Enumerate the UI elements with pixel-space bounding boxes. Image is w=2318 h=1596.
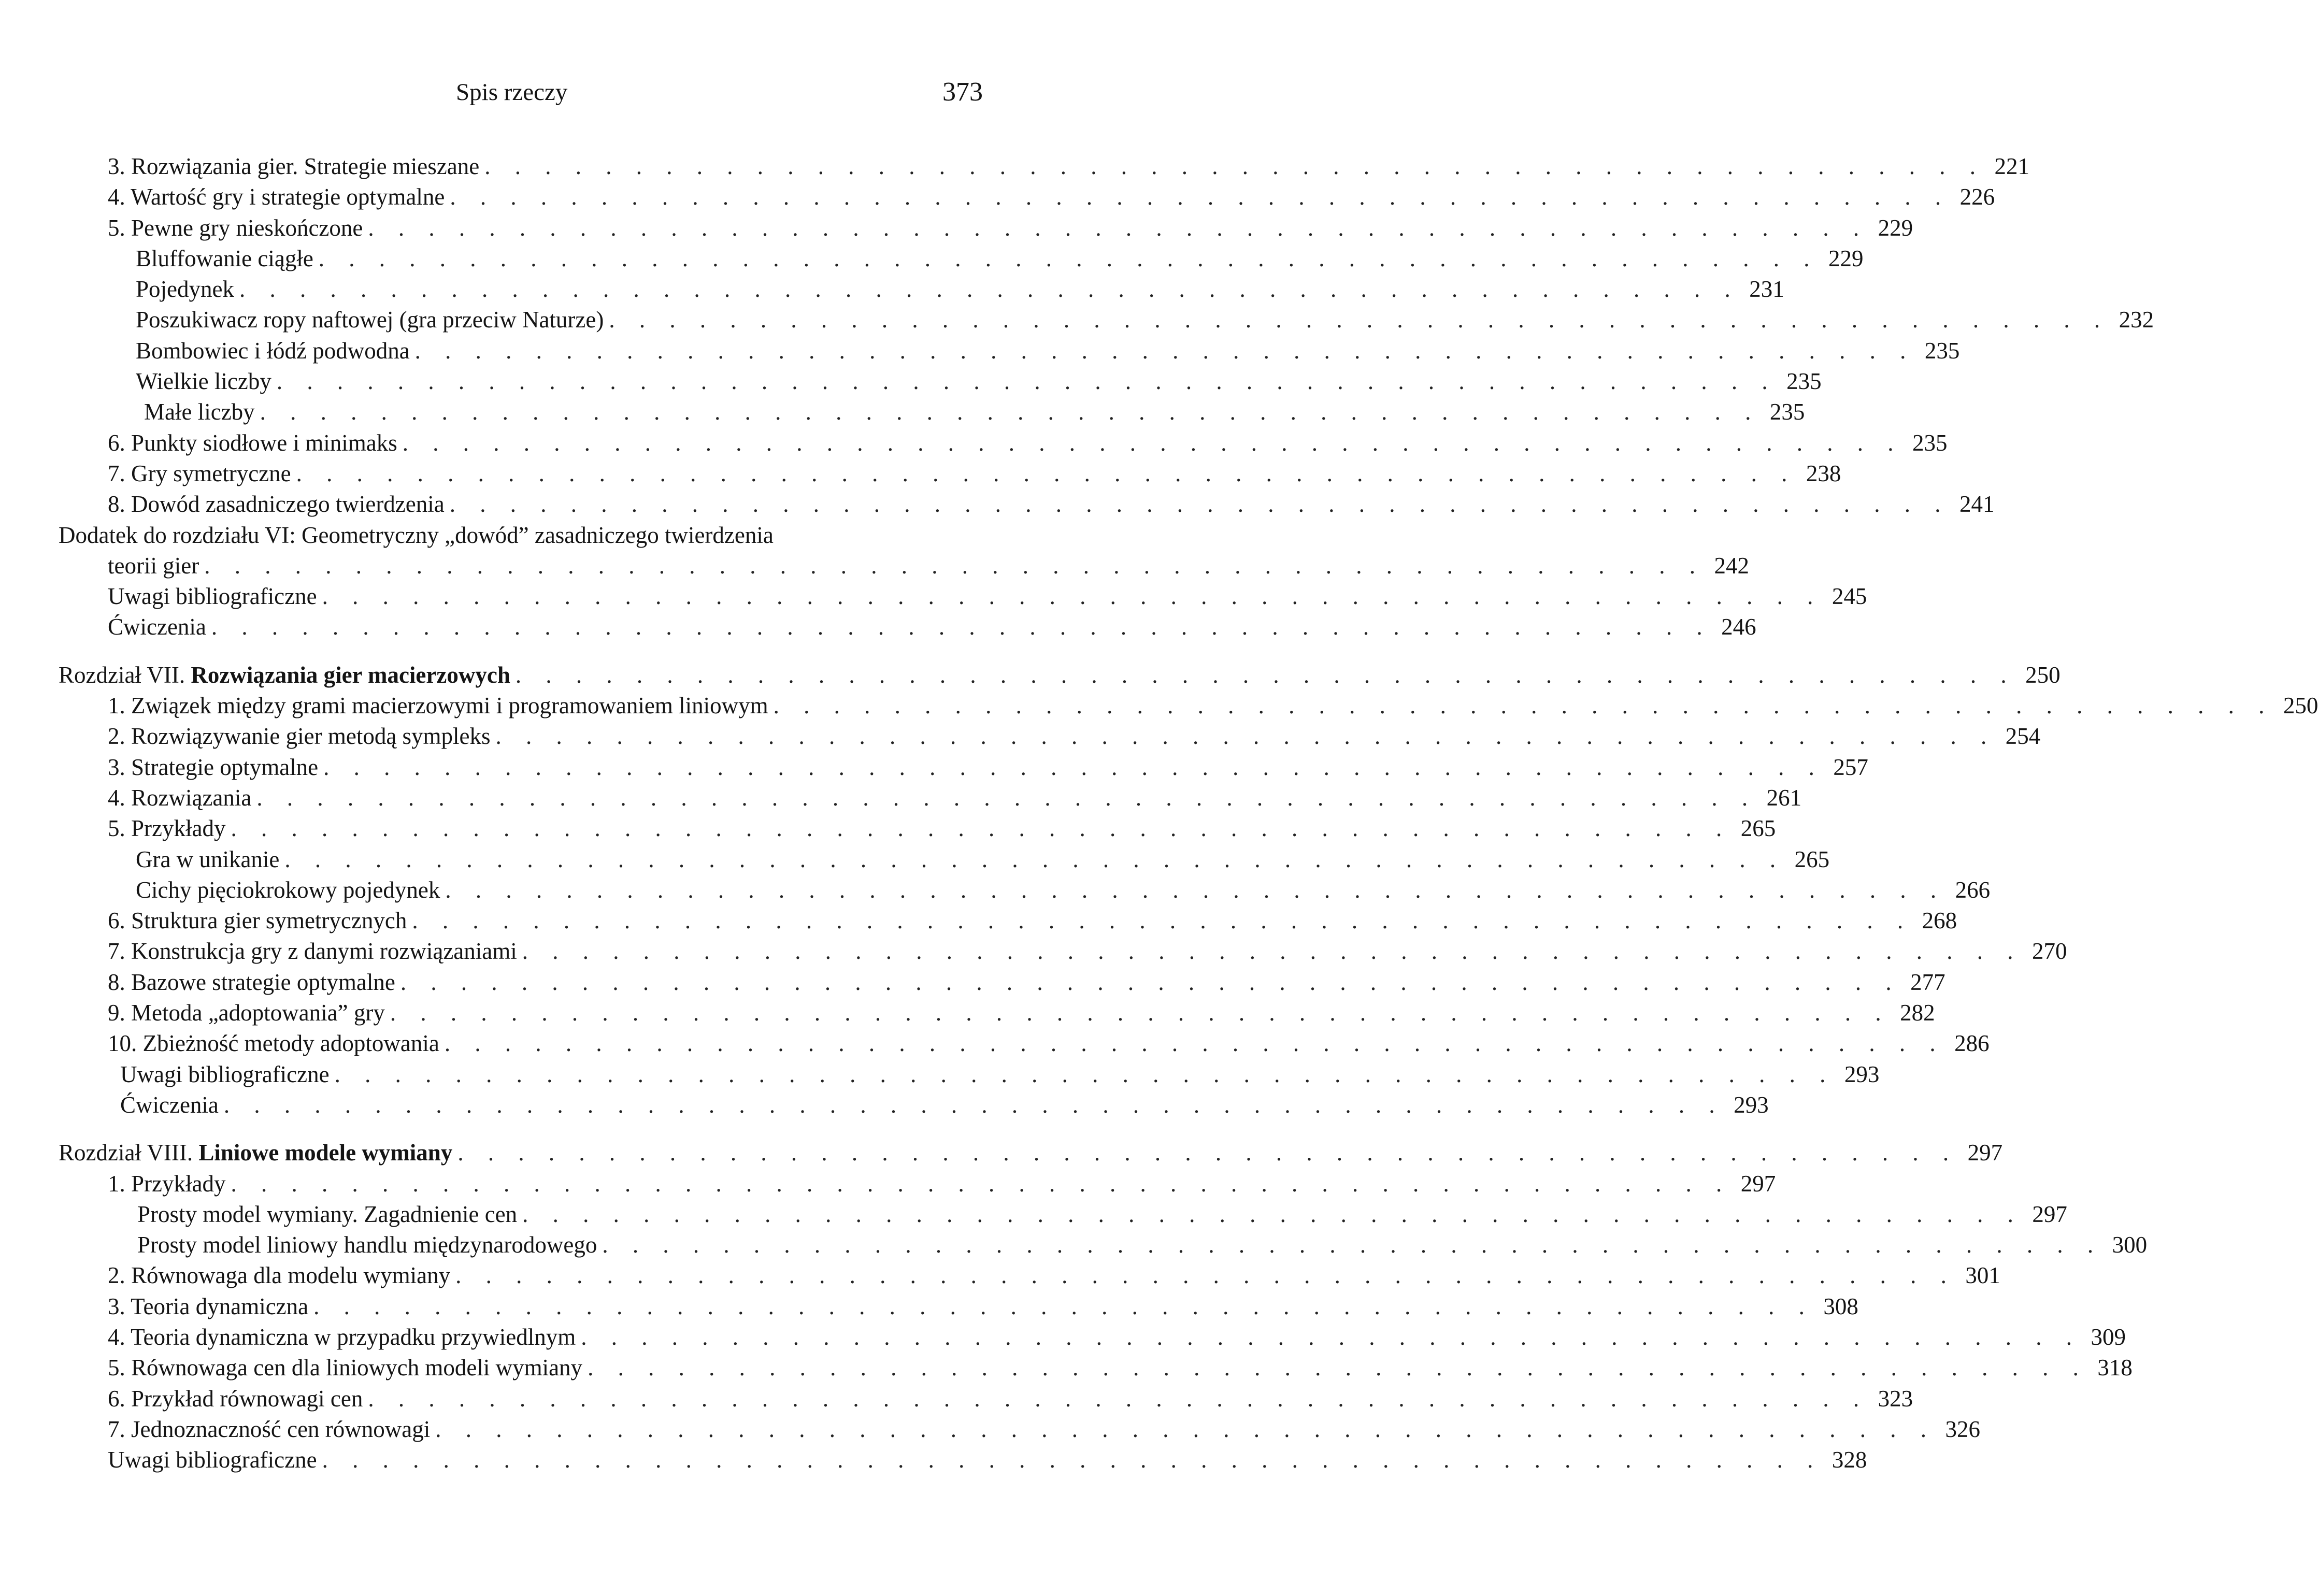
toc-entry-page: 241 [1959, 491, 1995, 517]
toc-entry-title: 4. Teoria dynamiczna w przypadku przywiedlnym [108, 1324, 576, 1350]
toc-row [0, 660, 2061, 691]
toc-entry-title: 7. Gry symetryczne [108, 460, 291, 486]
dot-leader: . . . . . . . . . . . . . . . . . . . . . . . . . . . . . . . . . . . . . . . . . . . . . . . . . . [284, 846, 1785, 872]
dot-leader: . . . . . . . . . . . . . . . . . . . . . . . . . . . . . . . . . . . . . . . . . . . . . . . . . . [455, 1262, 1956, 1289]
toc-entry-title: Bluffowanie ciągłe [136, 245, 313, 271]
toc-row [0, 1445, 1867, 1475]
dot-leader: . . . . . . . . . . . . . . . . . . . . . . . . . . . . . . . . . . . . . . . . . . . . . . . . . . [445, 876, 1946, 903]
dot-leader: . . . . . . . . . . . . . . . . . . . . . . . . . . . . . . . . . . . . . . . . . . . . . . . . . . [435, 1416, 1936, 1442]
toc-row [0, 813, 1776, 844]
toc-row [0, 213, 1913, 243]
dot-leader: . . . . . . . . . . . . . . . . . . . . . . . . . . . . . . . . . . . . . . . . . . . . . . . . . . [334, 1061, 1835, 1087]
toc-entry-page: 309 [2091, 1324, 2126, 1350]
toc-entry-page: 270 [2032, 938, 2067, 965]
chapter-prefix: Rozdział VIII. [59, 1140, 193, 1166]
toc-row [0, 1059, 1880, 1090]
toc-entry-title: Uwagi bibliograficzne [120, 1061, 330, 1087]
toc-entry-title: 7. Konstrukcja gry z danymi rozwiązaniami [108, 938, 517, 965]
toc-entry-page: 226 [1959, 184, 1995, 210]
dot-leader: . . . . . . . . . . . . . . . . . . . . . . . . . . . . . . . . . . . . . . . . . . . . . . . . . . [495, 723, 1996, 750]
dot-leader: . . . . . . . . . . . . . . . . . . . . . . . . . . . . . . . . . . . . . . . . . . . . . . . . . . [515, 662, 2016, 688]
dot-leader: . . . . . . . . . . . . . . . . . . . . . . . . . . . . . . . . . . . . . . . . . . . . . . . . . . [444, 1030, 1945, 1057]
toc-row [0, 520, 1103, 551]
toc-entry-page: 245 [1831, 583, 1867, 610]
dot-leader: . . . . . . . . . . . . . . . . . . . . . . . . . . . . . . . . . . . . . . . . . . . . . . . . . . [211, 614, 1712, 640]
toc-row [0, 581, 1867, 612]
toc-entry-title: 1. Związek między grami macierzowymi i programowaniem liniowym [108, 693, 768, 719]
toc-row [0, 243, 1864, 274]
toc-row [0, 397, 1805, 427]
dot-leader: . . . . . . . . . . . . . . . . . . . . . . . . . . . . . . . . . . . . . . . . . . . . . . . . . . [322, 1447, 1823, 1473]
toc-row [0, 1090, 1769, 1120]
toc-entry-page: 300 [2112, 1232, 2148, 1258]
toc-row [0, 551, 1749, 581]
toc-row [0, 1291, 1858, 1322]
toc-entry-title: 8. Dowód zasadniczego twierdzenia [108, 491, 445, 517]
toc-entry-page: 235 [1924, 337, 1960, 364]
toc-entry-title: 1. Przykłady [108, 1170, 226, 1197]
toc-row [0, 905, 1957, 936]
dot-leader: . . . . . . . . . . . . . . . . . . . . . . . . . . . . . . . . . . . . . . . . . . . . . . . . . . [457, 1140, 1958, 1166]
dot-leader: . . . . . . . . . . . . . . . . . . . . . . . . . . . . . . . . . . . . . . . . . . . . . . . . . . [318, 245, 1819, 271]
toc-row [0, 428, 1948, 458]
toc-entry-page: 235 [1912, 429, 1948, 456]
toc-entry-title: 9. Metoda „adoptowania” gry [108, 1000, 385, 1026]
dot-leader: . . . . . . . . . . . . . . . . . . . . . . . . . . . . . . . . . . . . . . . . . . . . . . . . . . [313, 1293, 1814, 1319]
toc-entry-page: 229 [1878, 214, 1913, 241]
toc-entry-page: 246 [1721, 614, 1756, 640]
toc-entry-page: 323 [1878, 1385, 1913, 1412]
toc-entry-title: Ćwiczenia [108, 614, 206, 640]
toc-entry-title: 2. Równowaga dla modelu wymiany [108, 1262, 451, 1289]
toc-row [0, 844, 1830, 875]
toc-row [0, 366, 1822, 397]
chapter-prefix: Rozdział VII. [59, 662, 185, 688]
dot-leader: . . . . . . . . . . . . . . . . . . . . . . . . . . . . . . . . . . . . . . . . . . . . . . . . . . [609, 307, 2110, 333]
toc-row [0, 1169, 1776, 1199]
toc-row [0, 783, 1802, 813]
running-title: Spis rzeczy [456, 79, 568, 106]
toc-row [0, 151, 2029, 182]
dot-leader: . . . . . . . . . . . . . . . . . . . . . . . . . . . . . . . . . . . . . . . . . . . . . . . . . . [368, 214, 1869, 241]
dot-leader: . . . . . . . . . . . . . . . . . . . . . . . . . . . . . . . . . . . . . . . . . . . . . . . . . . [368, 1385, 1869, 1412]
toc-entry-title: Dodatek do rozdziału VI: Geometryczny „dowód” zasadniczego twierdzenia [59, 522, 774, 548]
toc-entry-page: 328 [1831, 1447, 1867, 1473]
toc-entry-title: Gra w unikanie [136, 846, 280, 872]
dot-leader: . . . . . . . . . . . . . . . . . . . . . . . . . . . . . . . . . . . . . . . . . . . . . . . . . . [390, 1000, 1891, 1026]
toc-entry-page: 257 [1833, 754, 1868, 780]
toc-entry-page: 238 [1806, 460, 1841, 486]
dot-leader: . . . . . . . . . . . . . . . . . . . . . . . . . . . . . . . . . . . . . . . . . . . . . . . . . . [522, 938, 2023, 965]
dot-leader: . . . . . . . . . . . . . . . . . . . . . . . . . . . . . . . . . . . . . . . . . . . . . . . . . . [581, 1324, 2081, 1350]
toc-row [0, 721, 2041, 752]
toc-entry-page: 229 [1828, 245, 1864, 271]
dot-leader: . . . . . . . . . . . . . . . . . . . . . . . . . . . . . . . . . . . . . . . . . . . . . . . . . . [588, 1355, 2088, 1381]
toc-entry-page: 231 [1749, 276, 1784, 303]
toc-entry-title: 7. Jednoznaczność cen równowagi [108, 1416, 431, 1442]
dot-leader: . . . . . . . . . . . . . . . . . . . . . . . . . . . . . . . . . . . . . . . . . . . . . . . . . . [402, 429, 1903, 456]
toc-entry-title: 3. Teoria dynamiczna [108, 1293, 309, 1319]
toc-entry-title: 6. Przykład równowagi cen [108, 1385, 363, 1412]
toc-entry-title: 8. Bazowe strategie optymalne [108, 969, 395, 995]
page-number: 373 [942, 77, 983, 107]
dot-leader: . . . . . . . . . . . . . . . . . . . . . . . . . . . . . . . . . . . . . . . . . . . . . . . . . . [484, 153, 1985, 179]
toc-entry-page: 326 [1945, 1416, 1981, 1442]
toc-row [0, 967, 1945, 998]
dot-leader: . . . . . . . . . . . . . . . . . . . . . . . . . . . . . . . . . . . . . . . . . . . . . . . . . . [414, 337, 1915, 364]
toc-entry-title: 4. Rozwiązania [108, 784, 252, 811]
toc-row [0, 612, 1756, 642]
dot-leader: . . . . . . . . . . . . . . . . . . . . . . . . . . . . . . . . . . . . . . . . . . . . . . . . . . [773, 693, 2274, 719]
toc-row [0, 998, 1935, 1028]
toc-entry-page: 277 [1910, 969, 1945, 995]
toc-entry-title: 3. Strategie optymalne [108, 754, 319, 780]
toc-entry-title: 10. Zbieżność metody adoptowania [108, 1030, 439, 1057]
toc-row [0, 274, 1784, 305]
toc-entry-page: 297 [2032, 1201, 2067, 1227]
toc-row [0, 1384, 1913, 1414]
toc-entry-title: 2. Rozwiązywanie gier metodą sympleks [108, 723, 491, 750]
toc-entry-title: Cichy pięciokrokowy pojedynek [136, 876, 440, 903]
toc-entry-title: Małe liczby [144, 399, 255, 425]
dot-leader: . . . . . . . . . . . . . . . . . . . . . . . . . . . . . . . . . . . . . . . . . . . . . . . . . . [260, 399, 1761, 425]
toc-entry-page: 235 [1769, 399, 1805, 425]
toc-entry-title: 6. Punkty siodłowe i minimaks [108, 429, 397, 456]
chapter-name: Liniowe modele wymiany [198, 1140, 453, 1166]
toc-entry-page: 318 [2097, 1355, 2133, 1381]
toc-entry-page: 297 [1740, 1170, 1776, 1197]
toc-entry-page: 268 [1922, 908, 1957, 934]
toc-row [0, 691, 2318, 721]
chapter-title [59, 1138, 457, 1168]
toc-entry-title: teorii gier [108, 552, 199, 579]
toc-entry-title: Bombowiec i łódź podwodna [136, 337, 410, 364]
dot-leader: . . . . . . . . . . . . . . . . . . . . . . . . . . . . . . . . . . . . . . . . . . . . . . . . . . [276, 368, 1777, 395]
toc-row [0, 1138, 2003, 1168]
toc-entry-page: 297 [1967, 1140, 2003, 1166]
dot-leader: . . . . . . . . . . . . . . . . . . . . . . . . . . . . . . . . . . . . . . . . . . . . . . . . . . [449, 491, 1950, 517]
toc-entry-title: Prosty model wymiany. Zagadnienie cen [137, 1201, 518, 1227]
dot-leader: . . . . . . . . . . . . . . . . . . . . . . . . . . . . . . . . . . . . . . . . . . . . . . . . . . [400, 969, 1901, 995]
toc-entry-page: 308 [1823, 1293, 1858, 1319]
dot-leader: . . . . . . . . . . . . . . . . . . . . . . . . . . . . . . . . . . . . . . . . . . . . . . . . . . [256, 784, 1757, 811]
toc-row [0, 1230, 2148, 1260]
toc-entry-page: 265 [1740, 815, 1776, 842]
dot-leader: . . . . . . . . . . . . . . . . . . . . . . . . . . . . . . . . . . . . . . . . . . . . . . . . . . [322, 583, 1823, 610]
toc-entry-title: Prosty model liniowy handlu międzynarodowego [137, 1232, 597, 1258]
dot-leader: . . . . . . . . . . . . . . . . . . . . . . . . . . . . . . . . . . . . . . . . . . . . . . . . . . [223, 1091, 1724, 1118]
toc-entry-title: 5. Przykłady [108, 815, 226, 842]
toc-row [0, 1353, 2133, 1383]
toc-row [0, 875, 1991, 905]
toc-entry-title: Uwagi bibliograficzne [108, 1447, 317, 1473]
table-of-contents [0, 151, 2318, 1475]
toc-entry-page: 301 [1965, 1262, 2000, 1289]
toc-entry-page: 235 [1786, 368, 1822, 395]
toc-row [0, 1260, 2000, 1291]
dot-leader: . . . . . . . . . . . . . . . . . . . . . . . . . . . . . . . . . . . . . . . . . . . . . . . . . . [239, 276, 1740, 303]
toc-entry-title: Poszukiwacz ropy naftowej (gra przeciw Naturze) [136, 307, 604, 333]
toc-row [0, 752, 1868, 783]
toc-entry-title: 6. Struktura gier symetrycznych [108, 908, 407, 934]
toc-entry-title: Pojedynek [136, 276, 234, 303]
dot-leader: . . . . . . . . . . . . . . . . . . . . . . . . . . . . . . . . . . . . . . . . . . . . . . . . . . [231, 1170, 1732, 1197]
toc-row [0, 489, 1995, 520]
dot-leader: . . . . . . . . . . . . . . . . . . . . . . . . . . . . . . . . . . . . . . . . . . . . . . . . . . [204, 552, 1705, 579]
dot-leader: . . . . . . . . . . . . . . . . . . . . . . . . . . . . . . . . . . . . . . . . . . . . . . . . . . [522, 1201, 2023, 1227]
toc-row [0, 336, 1960, 366]
toc-entry-title: Uwagi bibliograficzne [108, 583, 317, 610]
toc-entry-page: 261 [1766, 784, 1802, 811]
toc-entry-page: 266 [1955, 876, 1991, 903]
chapter-title [59, 660, 516, 691]
dot-leader: . . . . . . . . . . . . . . . . . . . . . . . . . . . . . . . . . . . . . . . . . . . . . . . . . . [450, 184, 1951, 210]
dot-leader: . . . . . . . . . . . . . . . . . . . . . . . . . . . . . . . . . . . . . . . . . . . . . . . . . . [323, 754, 1824, 780]
toc-entry-page: 293 [1844, 1061, 1880, 1087]
toc-entry-title: 3. Rozwiązania gier. Strategie mieszane [108, 153, 480, 179]
toc-row [0, 458, 1841, 489]
toc-row [0, 1028, 1990, 1059]
toc-entry-title: Wielkie liczby [136, 368, 271, 395]
toc-entry-page: 250 [2283, 693, 2318, 719]
toc-entry-page: 232 [2119, 307, 2154, 333]
dot-leader: . . . . . . . . . . . . . . . . . . . . . . . . . . . . . . . . . . . . . . . . . . . . . . . . . . [602, 1232, 2103, 1258]
toc-row [0, 936, 2067, 967]
toc-entry-page: 250 [2025, 662, 2061, 688]
toc-row [0, 1414, 1981, 1445]
toc-entry-title: 5. Pewne gry nieskończone [108, 214, 363, 241]
toc-row [0, 182, 1995, 212]
toc-entry-page: 254 [2005, 723, 2041, 750]
toc-entry-page: 293 [1734, 1091, 1769, 1118]
toc-entry-page: 221 [1994, 153, 2029, 179]
dot-leader: . . . . . . . . . . . . . . . . . . . . . . . . . . . . . . . . . . . . . . . . . . . . . . . . . . [412, 908, 1913, 934]
page-header [0, 77, 1103, 108]
toc-row [0, 305, 2154, 335]
toc-entry-page: 242 [1714, 552, 1749, 579]
toc-entry-page: 286 [1954, 1030, 1990, 1057]
toc-row [0, 1322, 2126, 1353]
dot-leader: . . . . . . . . . . . . . . . . . . . . . . . . . . . . . . . . . . . . . . . . . . . . . . . . . . [296, 460, 1797, 486]
toc-row [0, 1199, 2067, 1230]
toc-entry-page: 265 [1794, 846, 1830, 872]
chapter-name: Rozwiązania gier macierzowych [191, 662, 510, 688]
toc-entry-page: 282 [1900, 1000, 1935, 1026]
toc-entry-title: 5. Równowaga cen dla liniowych modeli wymiany [108, 1355, 583, 1381]
toc-entry-title: Ćwiczenia [120, 1091, 219, 1118]
dot-leader: . . . . . . . . . . . . . . . . . . . . . . . . . . . . . . . . . . . . . . . . . . . . . . . . . . [231, 815, 1732, 842]
toc-entry-title: 4. Wartość gry i strategie optymalne [108, 184, 445, 210]
